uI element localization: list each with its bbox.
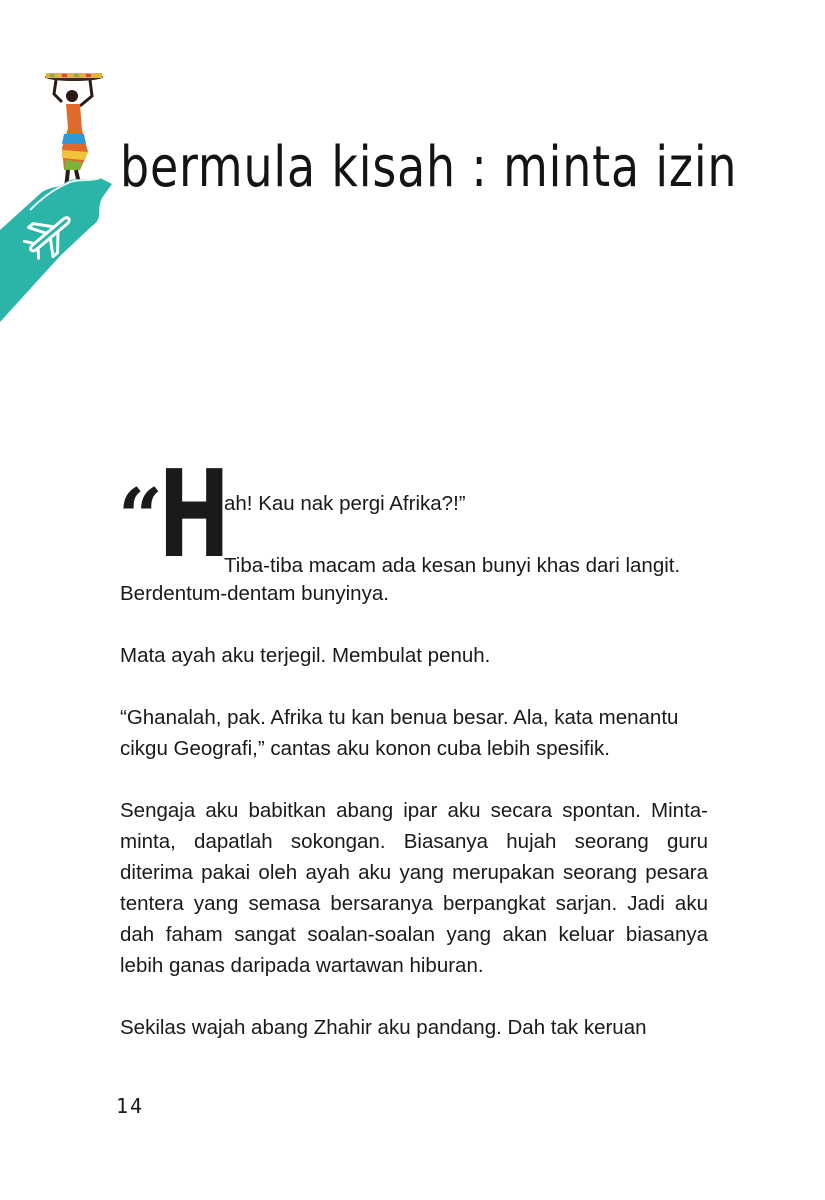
paragraph: Sekilas wajah abang Zhahir aku pandang. Dah tak keruan xyxy=(120,1016,647,1039)
airplane-banner-icon xyxy=(0,178,112,322)
paragraph: “Ghanalah, pak. Afrika tu kan benua besar. Ala, kata menantu cikgu Geografi,” cantas aku konon cuba lebih spesifik. xyxy=(120,706,679,760)
opening-line-1: ah! Kau nak pergi Afrika?!” xyxy=(224,492,466,515)
opening-line-2: Tiba-tiba macam ada kesan bunyi khas dari langit. xyxy=(224,554,681,577)
opening-paragraph xyxy=(118,446,708,585)
body-text xyxy=(118,446,708,1043)
page-number: 14 xyxy=(116,1094,145,1118)
paragraph: Sengaja aku babitkan abang ipar aku secara spontan. Minta-minta, dapatlah sokongan. Biasanya hujah seorang guru diterima pakai oleh ayah aku yang merupakan seorang pesara tentera yang semasa bersaranya berpangkat sarjan. Jadi aku dah faham sangat soalan-soalan yang akan keluar biasanya lebih ganas daripada wartawan hiburan. xyxy=(120,799,708,977)
woman-figure-icon xyxy=(45,73,103,188)
chapter-title: bermula kisah : minta izin xyxy=(120,135,738,200)
corner-illustration xyxy=(0,60,120,330)
paragraph: Berdentum-dentam bunyinya. xyxy=(120,582,389,605)
opening-quote-mark: “ xyxy=(118,472,163,563)
drop-cap: H xyxy=(158,446,231,585)
paragraph: Mata ayah aku terjegil. Membulat penuh. xyxy=(120,644,491,667)
